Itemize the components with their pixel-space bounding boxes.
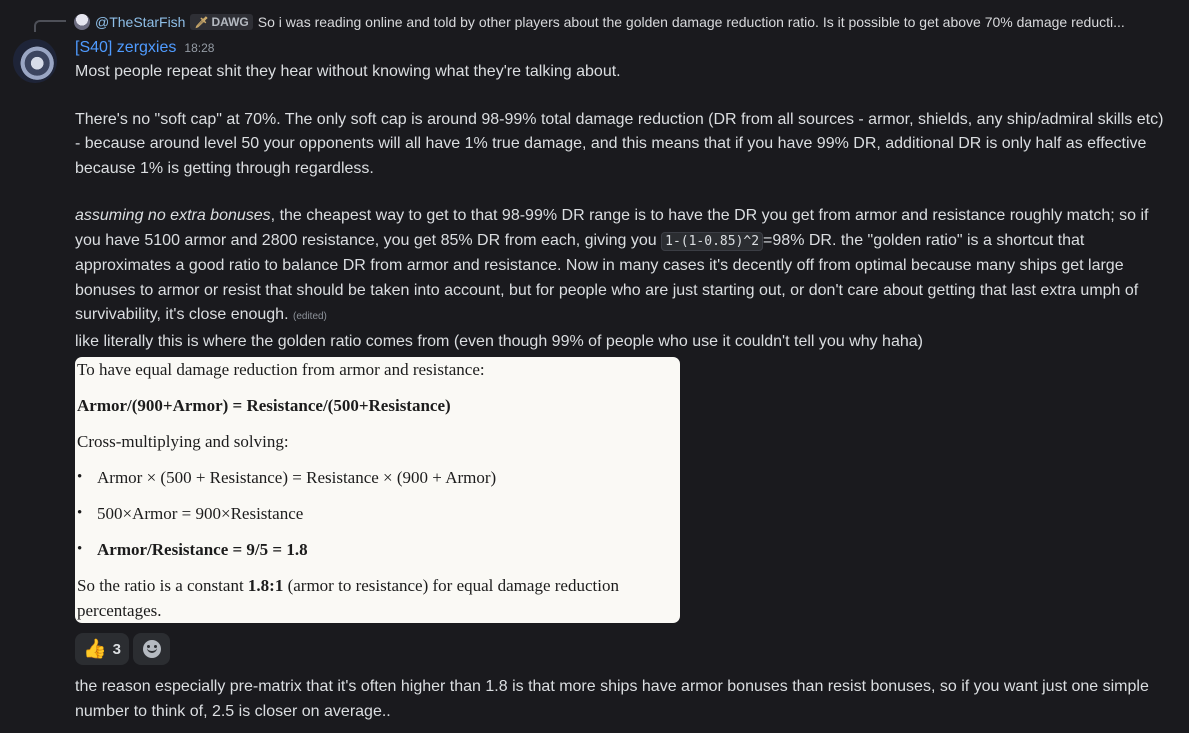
reply-text[interactable]: So i was reading online and told by other players about the golden damage reduction ratio. Is it possible to get above 70% damage reducti... [257, 14, 1125, 30]
embed-bullet: Armor × (500 + Resistance) = Resistance × (900 + Armor) [97, 468, 497, 487]
message-paragraph: Most people repeat shit they hear without knowing what they're talking about. [75, 63, 621, 80]
smile-icon [143, 640, 161, 658]
text-run: , the cheapest way to get to that 98-99% DR range is to have the DR you get from armor and resistance roughly match; so if you have 5100 armor and 2800 resistance, you get 85% DR from each, giving you [75, 207, 1149, 249]
italic-text: assuming no extra bonuses [75, 207, 271, 224]
embed-bullet: 500×Armor = 900×Resistance [97, 504, 304, 523]
add-reaction-button[interactable] [133, 633, 170, 665]
bold-run: 1.8:1 [247, 576, 284, 595]
message-paragraph [75, 204, 1165, 330]
text-run: =98% DR. the "golden ratio" is a shortcut that approximates a good ratio to balance DR from armor and resistance. Now in many cases it's decently off from optimal because many ships get large bonuses to armor or resist that should be taken into account, but for people who are just starting out, or don't care about getting that last extra umph of survivability, it's close enough. [75, 231, 1139, 323]
message-timestamp[interactable]: 18:28 [184, 41, 215, 55]
message-header [75, 39, 214, 59]
author-avatar[interactable] [13, 39, 57, 83]
message-paragraph: There's no "soft cap" at 70%. The only soft cap is around 98-99% total damage reduction (DR from all sources - armor, shields, any ship/admiral skills etc) - because around level 50 your opponents will all have 1% true damage, and this means that if you have 99% DR, additional DR is only half as effective because 1% is getting through regardless. [75, 110, 1164, 177]
message-content-followup: the reason especially pre-matrix that it's often higher than 1.8 is that more ships have armor bonuses than resist bonuses, so if you want just one simple number to think of, 2.5 is closer on average.. [75, 678, 1149, 720]
embed-bullet [97, 540, 308, 560]
inline-code: 1-(1-0.85)^2 [661, 232, 763, 251]
embed-formula-text: Armor/(900+Armor) = Resistance/(500+Resistance) [77, 396, 451, 415]
reply-tag-label: DAWG [211, 15, 249, 29]
author-username[interactable]: [S40] zergxies [75, 39, 177, 56]
reply-preview[interactable] [74, 12, 1174, 32]
bullet-dot: • [77, 505, 83, 521]
message-paragraph: like literally this is where the golden ratio comes from (even though 99% of people who use it couldn't tell you why haha) [75, 332, 923, 350]
message-content [75, 60, 1165, 354]
bullet-dot: • [77, 541, 83, 557]
embed-line [77, 576, 619, 596]
reaction-thumbs-up[interactable] [75, 633, 129, 665]
reply-author-tag [190, 14, 252, 30]
reaction-count: 3 [112, 640, 122, 658]
text-run: (armor to resistance) for equal damage reduction [283, 576, 619, 595]
embed-line: Cross-multiplying and solving: [77, 432, 289, 451]
bullet-dot: • [77, 469, 83, 485]
embed-bullet-bold: Armor/Resistance = 9/5 = 1.8 [97, 540, 308, 559]
reactions-bar [75, 633, 170, 665]
embed-line: To have equal damage reduction from armor and resistance: [77, 360, 485, 379]
sword-icon: 🗡 [194, 16, 209, 29]
reply-author-name[interactable]: @TheStarFish [95, 14, 186, 30]
thumbs-up-icon: 👍 [83, 639, 107, 660]
reply-avatar[interactable] [74, 14, 90, 30]
embed-formula [77, 396, 451, 416]
edited-marker: (edited) [292, 311, 327, 322]
text-run: So the ratio is a constant [77, 576, 248, 595]
embed-line: percentages. [77, 601, 162, 620]
reply-connector [34, 20, 66, 32]
image-attachment[interactable] [75, 357, 680, 623]
